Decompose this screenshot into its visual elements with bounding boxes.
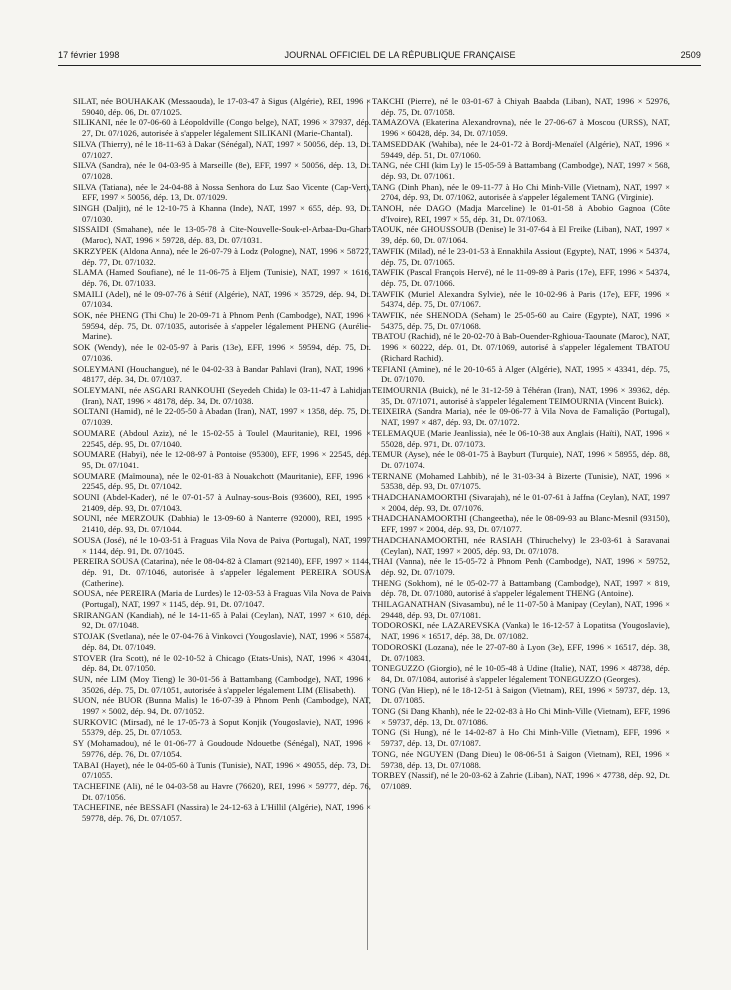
register-entry: SOK, née PHENG (Thi Chu) le 20-09-71 à Phnom Penh (Cambodge), NAT, 1996 × 59594, dép. 75, Dt. 07/1035, autorisée à s'appeler légalement PHENG (Aurélie-Marine). (73, 310, 371, 342)
register-entry: SOUNI (Abdel-Kader), né le 07-01-57 à Aulnay-sous-Bois (93600), REI, 1995 × 21409, dép. 93, Dt. 07/1043. (73, 492, 371, 513)
page-header (58, 50, 701, 60)
register-entry: TONG (Si Dang Khanh), née le 22-02-83 à Ho Chi Minh-Ville (Vietnam), EFF, 1996 × 59737, dép. 13, Dt. 07/1086. (372, 706, 670, 727)
register-entry: TORBEY (Nassif), né le 20-03-62 à Zahrie (Liban), NAT, 1996 × 47738, dép. 92, Dt. 07/1089. (372, 770, 670, 791)
register-entry: TERNANE (Mohamed Lahbib), né le 31-03-34 à Bizerte (Tunisie), NAT, 1996 × 53538, dép. 93, Dt. 07/1075. (372, 470, 670, 492)
register-entry: THADCHANAMOORTHI, née RASIAH (Thiruchelvy) le 23-03-61 à Saravanai (Ceylan), NAT, 1997 × 2005, dép. 93, Dt. 07/1078. (372, 534, 670, 556)
register-entry: TANG, née CHI (kim Ly) le 15-05-59 à Battambang (Cambodge), NAT, 1997 × 568, dép. 93, Dt. 07/1061. (372, 160, 670, 181)
register-entry: THADCHANAMOORTHI (Sivarajah), né le 01-07-61 à Jaffna (Ceylan), NAT, 1997 × 2004, dép. 93, Dt. 07/1076. (372, 492, 670, 513)
register-entry: PEREIRA SOUSA (Catarina), née le 08-04-82 à Clamart (92140), EFF, 1997 × 1144, dép. 91, Dt. 07/1046, autorisée à s'appeler légalement PEREIRA SOUSA (Catherine). (73, 556, 371, 588)
register-entry: SOLTANI (Hamid), né le 22-05-50 à Abadan (Iran), NAT, 1997 × 1358, dép. 75, Dt. 07/1039. (73, 406, 371, 428)
register-entry: SRIRANGAN (Kandiah), né le 14-11-65 à Palai (Ceylan), NAT, 1997 × 610, dép. 92, Dt. 07/1048. (73, 609, 371, 631)
register-entry: SMAILI (Adel), né le 09-07-76 à Sétif (Algérie), NAT, 1996 × 35729, dép. 94, Dt. 07/1034. (73, 288, 371, 310)
register-entry: SOUSA (José), né le 10-03-51 à Fraguas Vila Nova de Paiva (Portugal), NAT, 1997 × 1144, dép. 91, Dt. 07/1045. (73, 534, 371, 556)
register-entry: SY (Mohamadou), né le 01-06-77 à Goudoude Ndouetbe (Sénégal), NAT, 1996 × 59776, dép. 76, Dt. 07/1054. (73, 738, 371, 759)
register-entry: SINGH (Daljit), né le 12-10-75 à Khanna (Inde), NAT, 1997 × 655, dép. 93, Dt. 07/1030. (73, 203, 371, 224)
register-entry: SUN, née LIM (Moy Tieng) le 30-01-56 à Battambang (Cambodge), NAT, 1996 × 35026, dép. 75, Dt. 07/1051, autorisée à s'appeler légalement LIM (Elisabeth). (73, 673, 371, 695)
right-column (372, 96, 670, 792)
register-entry: SOUNI, née MERZOUK (Dabhia) le 13-09-60 à Nanterre (92000), REI, 1995 × 21410, dép. 93, Dt. 07/1044. (73, 513, 371, 535)
register-entry: TONEGUZZO (Giorgio), né le 10-05-48 à Udine (Italie), NAT, 1996 × 48738, dép. 84, Dt. 07/1084, autorisé à s'appeler légalement TONEGUZZO (Georges). (372, 663, 670, 684)
register-entry: SILVA (Tatiana), née le 24-04-88 à Nossa Senhora do Luz Sao Vicente (Cap-Vert), EFF, 1997 × 50056, dép. 13, Dt. 07/1029. (73, 181, 371, 203)
register-entry: SOK (Wendy), née le 02-05-97 à Paris (13e), EFF, 1996 × 59594, dép. 75, Dt. 07/1036. (73, 342, 371, 363)
register-entry: THILAGANATHAN (Sivasambu), né le 11-07-50 à Manipay (Ceylan), NAT, 1996 × 29448, dép. 93, Dt. 07/1081. (372, 599, 670, 620)
header-page-number: 2509 (680, 50, 701, 60)
register-entry: TACHEFINE, née BESSAFI (Nassira) le 24-12-63 à L'Hillil (Algérie), NAT, 1996 × 59778, dép. 76, Dt. 07/1057. (73, 802, 371, 824)
register-entry: TEIXEIRA (Sandra Maria), née le 09-06-77 à Vila Nova de Famalição (Portugal), NAT, 1997 × 487, dép. 93, Dt. 07/1072. (372, 406, 670, 428)
register-entry: TACHEFINE (Ali), né le 04-03-58 au Havre (76620), REI, 1996 × 59777, dép. 76, Dt. 07/1056. (73, 781, 371, 802)
register-entry: TBATOU (Rachid), né le 20-02-70 à Bab-Ouender-Rghioua-Taounate (Maroc), NAT, 1996 × 60222, dép. 01, Dt. 07/1069, autorisé à s'appeler légalement TBATOU (Richard Rachid). (372, 331, 670, 363)
register-entry: SOUMARE (Habyi), née le 12-08-97 à Pontoise (95300), EFF, 1996 × 22545, dép. 95, Dt. 07/1041. (73, 449, 371, 470)
register-entry: TAWFIK (Pascal François Hervé), né le 11-09-89 à Paris (17e), EFF, 1996 × 54374, dép. 75, Dt. 07/1066. (372, 267, 670, 288)
register-entry: TANOH, née DAGO (Madja Marceline) le 01-01-58 à Abobio Gagnoa (Côte d'Ivoire), REI, 1997 × 55, dép. 31, Dt. 07/1063. (372, 203, 670, 224)
register-entry: TAMSEDDAK (Wahiba), née le 24-01-72 à Bordj-Menaïel (Algérie), NAT, 1996 × 59449, dép. 51, Dt. 07/1060. (372, 138, 670, 160)
register-entry: TAWFIK, née SHENODA (Seham) le 25-05-60 au Caire (Egypte), NAT, 1996 × 54375, dép. 75, Dt. 07/1068. (372, 310, 670, 331)
register-entry: SOLEYMANI (Houchangue), né le 04-02-33 à Bandar Pahlavi (Iran), NAT, 1996 × 48177, dép. 34, Dt. 07/1037. (73, 363, 371, 385)
register-entry: STOJAK (Svetlana), née le 07-04-76 à Vinkovci (Yougoslavie), NAT, 1996 × 55874, dép. 84, Dt. 07/1049. (73, 631, 371, 652)
register-entry: SLAMA (Hamed Soufiane), né le 11-06-75 à Eljem (Tunisie), NAT, 1997 × 1616, dép. 76, Dt. 07/1033. (73, 267, 371, 288)
register-entry: SOLEYMANI, née ASGARI RANKOUHI (Seyedeh Chida) le 03-11-47 à Lahidjan (Iran), NAT, 1996 × 48178, dép. 34, Dt. 07/1038. (73, 384, 371, 406)
register-entry: SISSAIDI (Smahane), née le 13-05-78 à Cite-Nouvelle-Souk-el-Arbaa-Du-Gharb (Maroc), NAT, 1996 × 59728, dép. 83, Dt. 07/1031. (73, 224, 371, 246)
register-entry: SILAT, née BOUHAKAK (Messaouda), le 17-03-47 à Sigus (Algérie), REI, 1996 × 59040, dép. 06, Dt. 07/1025. (73, 96, 371, 117)
register-entry: SURKOVIC (Mirsad), né le 17-05-73 à Soput Konjik (Yougoslavie), NAT, 1996 × 55379, dép. 25, Dt. 07/1053. (73, 716, 371, 738)
register-entry: SILIKANI, née le 07-06-60 à Léopoldville (Congo belge), NAT, 1996 × 37937, dép. 27, Dt. 07/1026, autorisée à s'appeler légalement SILIKANI (Marie-Chantal). (73, 117, 371, 139)
register-entry: TAWFIK (Muriel Alexandra Sylvie), née le 10-02-96 à Paris (17e), EFF, 1996 × 54374, dép. 75, Dt. 07/1067. (372, 288, 670, 310)
register-entry: THAI (Vanna), née le 15-05-72 à Phnom Penh (Cambodge), NAT, 1996 × 59752, dép. 92, Dt. 07/1079. (372, 556, 670, 577)
header-title: JOURNAL OFFICIEL DE LA RÉPUBLIQUE FRANÇAISE (284, 50, 516, 60)
register-entry: SOUMARE (Abdoul Aziz), né le 15-02-55 à Toulel (Mauritanie), REI, 1996 × 22545, dép. 95, Dt. 07/1040. (73, 427, 371, 449)
register-entry: SILVA (Thierry), né le 18-11-63 à Dakar (Sénégal), NAT, 1997 × 50056, dép. 13, Dt. 07/1027. (73, 138, 371, 160)
register-entry: THADCHANAMOORTHI (Changeetha), née le 08-09-93 au Blanc-Mesnil (93150), EFF, 1997 × 2004, dép. 93, Dt. 07/1077. (372, 513, 670, 535)
register-entry: TANG (Dinh Phan), née le 09-11-77 à Ho Chi Minh-Ville (Vietnam), NAT, 1997 × 2704, dép. 93, Dt. 07/1062, autorisée à s'appeler légalement TANG (Virginie). (372, 181, 670, 203)
register-entry: TAMAZOVA (Ekaterina Alexandrovna), née le 27-06-67 à Moscou (URSS), NAT, 1996 × 60428, dép. 34, Dt. 07/1059. (372, 117, 670, 139)
register-entry: TODOROSKI (Lozana), née le 27-07-80 à Lyon (3e), EFF, 1996 × 16517, dép. 38, Dt. 07/1083. (372, 641, 670, 663)
left-column (73, 96, 371, 824)
register-entry: TAOUK, née GHOUSSOUB (Denise) le 31-07-64 à El Freike (Liban), NAT, 1997 × 39, dép. 60, Dt. 07/1064. (372, 224, 670, 246)
register-entry: TELEMAQUE (Marie Jeanlissia), née le 06-10-38 aux Anglais (Haïti), NAT, 1996 × 55028, dép. 971, Dt. 07/1073. (372, 427, 670, 449)
header-date: 17 février 1998 (58, 50, 120, 60)
register-entry: TONG (Van Hiep), né le 18-12-51 à Saigon (Vietnam), REI, 1996 × 59737, dép. 13, Dt. 07/1085. (372, 684, 670, 706)
register-entry: TODOROSKI, née LAZAREVSKA (Vanka) le 16-12-57 à Lopatitsa (Yougoslavie), NAT, 1996 × 16517, dép. 38, Dt. 07/1082. (372, 620, 670, 642)
header-rule (58, 65, 701, 66)
register-entry: TEIMOURNIA (Buick), né le 31-12-59 à Téhéran (Iran), NAT, 1996 × 39362, dép. 35, Dt. 07/1071, autorisé à s'appeler légalement TEIMOURNIA (Vincent Buick). (372, 384, 670, 406)
register-entry: SOUSA, née PEREIRA (Maria de Lurdes) le 12-03-53 à Fraguas Vila Nova de Paiva (Portugal), NAT, 1997 × 1145, dép. 91, Dt. 07/1047. (73, 588, 371, 610)
register-entry: TAWFIK (Milad), né le 23-01-53 à Ennakhila Assiout (Egypte), NAT, 1996 × 54374, dép. 75, Dt. 07/1065. (372, 245, 670, 267)
register-entry: THENG (Sokhom), né le 05-02-77 à Battambang (Cambodge), NAT, 1997 × 819, dép. 78, Dt. 07/1080, autorisé à s'appeler légalement THENG (Antoine). (372, 577, 670, 599)
register-entry: TONG (Si Hung), né le 14-02-87 à Ho Chi Minh-Ville (Vietnam), EFF, 1996 × 59737, dép. 13, Dt. 07/1087. (372, 727, 670, 749)
register-entry: SKRZYPEK (Aldona Anna), née le 26-07-79 à Lodz (Pologne), NAT, 1996 × 58727, dép. 77, Dt. 07/1032. (73, 245, 371, 267)
register-entry: SUON, née BUOR (Bunna Malis) le 16-07-39 à Phnom Penh (Cambodge), NAT, 1997 × 5002, dép. 94, Dt. 07/1052. (73, 695, 371, 717)
register-entry: SILVA (Sandra), née le 04-03-95 à Marseille (8e), EFF, 1997 × 50056, dép. 13, Dt. 07/1028. (73, 160, 371, 181)
register-entry: TABAI (Hayet), née le 04-05-60 à Tunis (Tunisie), NAT, 1996 × 49055, dép. 73, Dt. 07/1055. (73, 759, 371, 781)
register-entry: TEFIANI (Amine), né le 20-10-65 à Alger (Algérie), NAT, 1995 × 43341, dép. 75, Dt. 07/1070. (372, 363, 670, 385)
register-entry: TEMUR (Ayse), née le 08-01-75 à Bayburt (Turquie), NAT, 1996 × 58955, dép. 88, Dt. 07/1074. (372, 449, 670, 470)
register-entry: STOVER (Ira Scott), né le 02-10-52 à Chicago (Etats-Unis), NAT, 1996 × 43041, dép. 84, Dt. 07/1050. (73, 652, 371, 674)
register-entry: SOUMARE (Maïmouna), née le 02-01-83 à Nouakchott (Mauritanie), EFF, 1996 × 22545, dép. 95, Dt. 07/1042. (73, 470, 371, 492)
register-entry: TONG, née NGUYEN (Dang Dieu) le 08-06-51 à Saigon (Vietnam), REI, 1996 × 59738, dép. 13, Dt. 07/1088. (372, 748, 670, 770)
register-entry: TAKCHI (Pierre), né le 03-01-67 à Chiyah Baabda (Liban), NAT, 1996 × 52976, dép. 75, Dt. 07/1058. (372, 96, 670, 117)
